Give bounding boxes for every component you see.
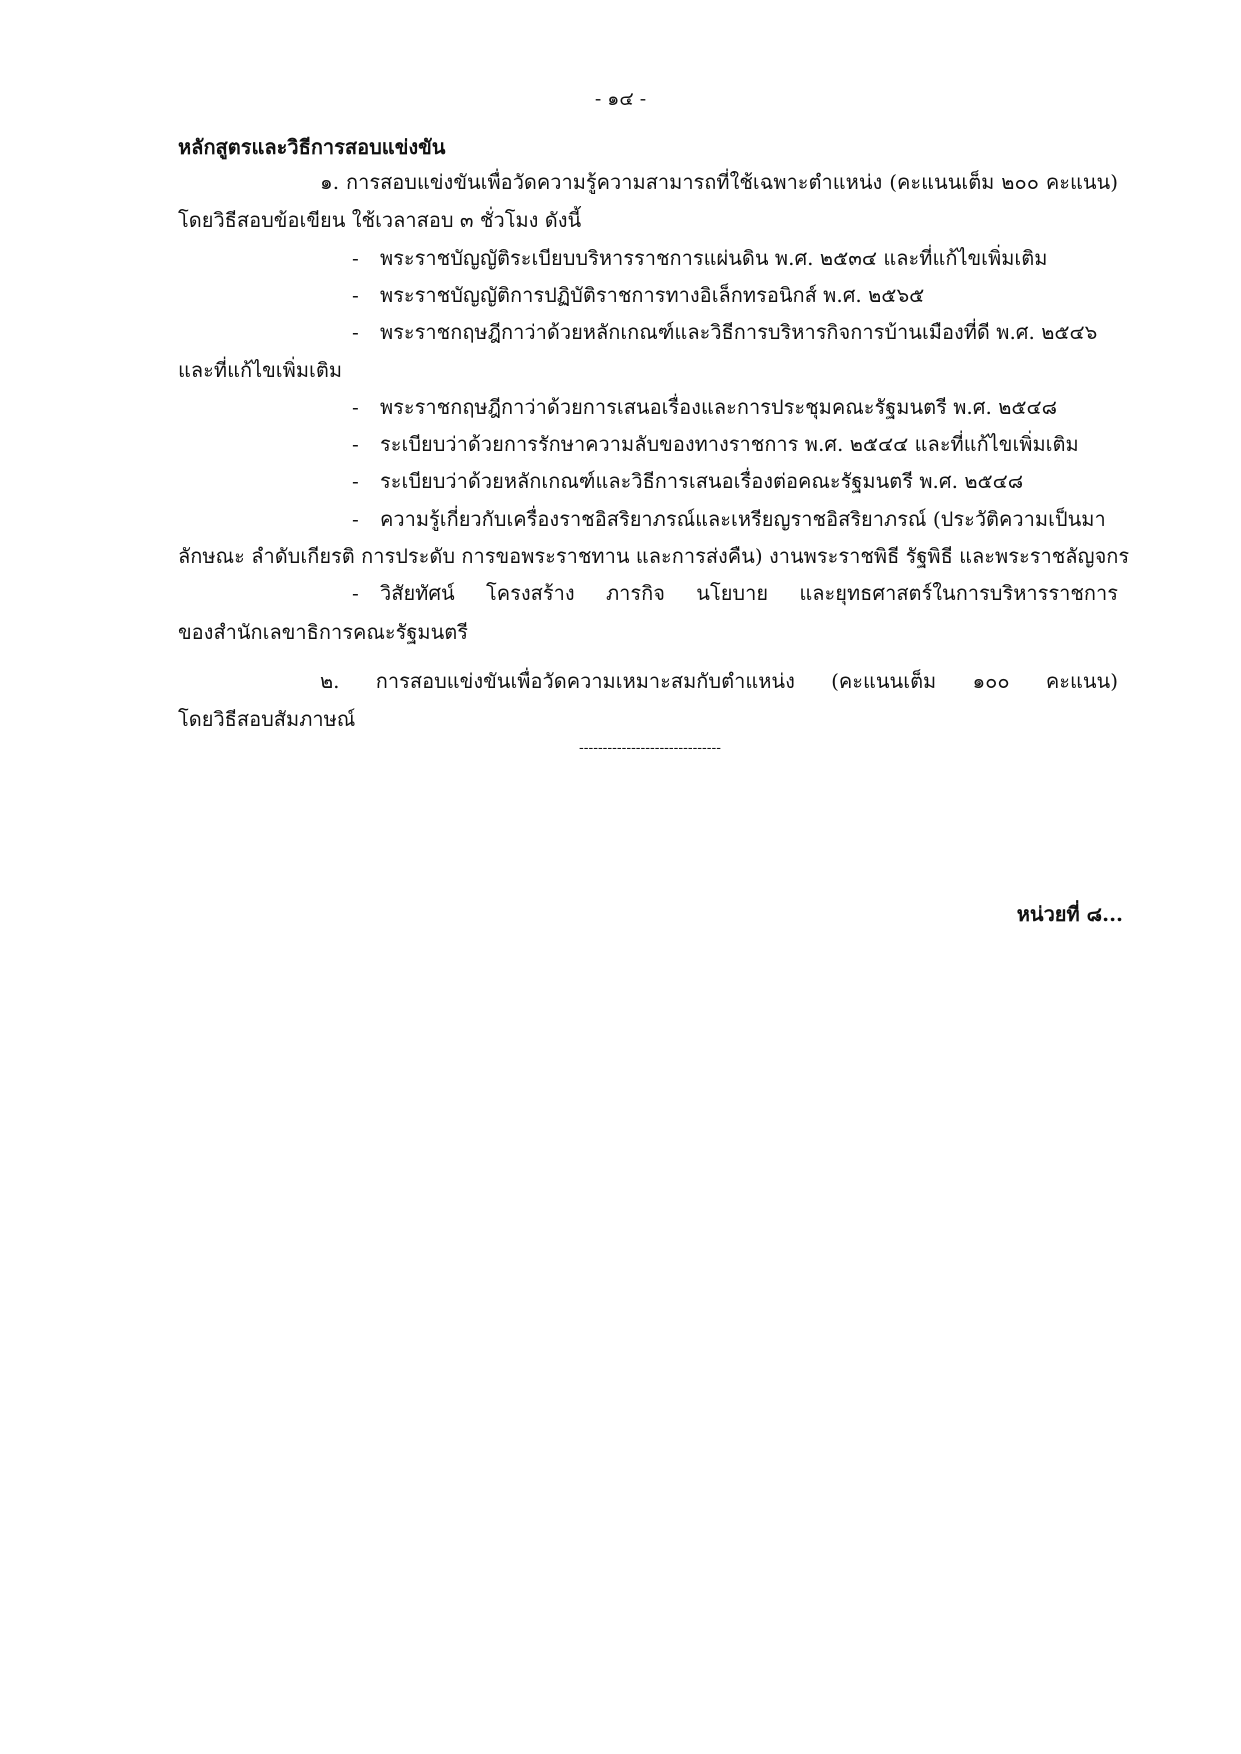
bullet-dash: - (352, 581, 359, 605)
topic-text: ระเบียบว่าด้วยหลักเกณฑ์และวิธีการเสนอเรื่องต่อคณะรัฐมนตรี พ.ศ. ๒๕๔๘ (380, 469, 1024, 493)
item1-line1: ๑. การสอบแข่งขันเพื่อวัดความรู้ความสามารถที่ใช้เฉพาะตำแหน่ง (คะแนนเต็ม ๒๐๐ คะแนน) (320, 170, 1118, 194)
page-number: - ๑๔ - (594, 88, 647, 110)
topic-text: วิสัยทัศน์ โครงสร้าง ภารกิจ นโยบาย และยุทธศาสตร์ในการบริหารราชการ (380, 581, 1118, 605)
bullet-dash: - (352, 395, 359, 419)
topic-text: พระราชกฤษฎีกาว่าด้วยหลักเกณฑ์และวิธีการบริหารกิจการบ้านเมืองที่ดี พ.ศ. ๒๕๔๖ (380, 320, 1098, 344)
topic-text: ความรู้เกี่ยวกับเครื่องราชอิสริยาภรณ์และเหรียญราชอิสริยาภรณ์ (ประวัติความเป็นมา (380, 507, 1106, 531)
bullet-dash: - (352, 469, 359, 493)
bullet-dash: - (352, 246, 359, 270)
bullet-dash: - (352, 283, 359, 307)
bullet-dash: - (352, 507, 359, 531)
item1-line2: โดยวิธีสอบข้อเขียน ใช้เวลาสอบ ๓ ชั่วโมง ดังนี้ (178, 208, 582, 232)
topic-continuation: ของสำนักเลขาธิการคณะรัฐมนตรี (178, 620, 468, 644)
topic-continuation: ลักษณะ ลำดับเกียรติ การประดับ การขอพระราชทาน และการส่งคืน) งานพระราชพิธี รัฐพิธี และพระราชลัญจกร (178, 544, 1130, 568)
topic-item (352, 281, 924, 309)
item2-line1: ๒. การสอบแข่งขันเพื่อวัดความเหมาะสมกับตำแหน่ง (คะแนนเต็ม ๑๐๐ คะแนน) (320, 669, 1118, 693)
topic-item (352, 318, 1097, 346)
topic-text: ระเบียบว่าด้วยการรักษาความลับของทางราชการ พ.ศ. ๒๕๔๔ และที่แก้ไขเพิ่มเติม (380, 432, 1079, 456)
item2-line2: โดยวิธีสอบสัมภาษณ์ (178, 707, 356, 731)
topic-text: พระราชบัญญัติระเบียบบริหารราชการแผ่นดิน พ.ศ. ๒๕๓๔ และที่แก้ไขเพิ่มเติม (380, 246, 1048, 270)
bullet-dash: - (352, 320, 359, 344)
topic-item (352, 430, 1079, 458)
topic-text: พระราชบัญญัติการปฏิบัติราชการทางอิเล็กทรอนิกส์ พ.ศ. ๒๕๖๕ (380, 283, 925, 307)
section-heading: หลักสูตรและวิธีการสอบแข่งขัน (178, 135, 446, 159)
bullet-dash: - (352, 432, 359, 456)
topic-item (352, 244, 1047, 272)
next-page-marker: หน่วยที่ ๘... (1016, 902, 1123, 926)
topic-continuation: และที่แก้ไขเพิ่มเติม (178, 358, 343, 382)
topic-item (352, 505, 1106, 533)
dashed-separator: ------------------------------ (579, 740, 721, 756)
topic-item (352, 579, 1118, 607)
topic-item (352, 393, 1057, 421)
topic-item (352, 467, 1023, 495)
topic-text: พระราชกฤษฎีกาว่าด้วยการเสนอเรื่องและการประชุมคณะรัฐมนตรี พ.ศ. ๒๕๔๘ (380, 395, 1058, 419)
